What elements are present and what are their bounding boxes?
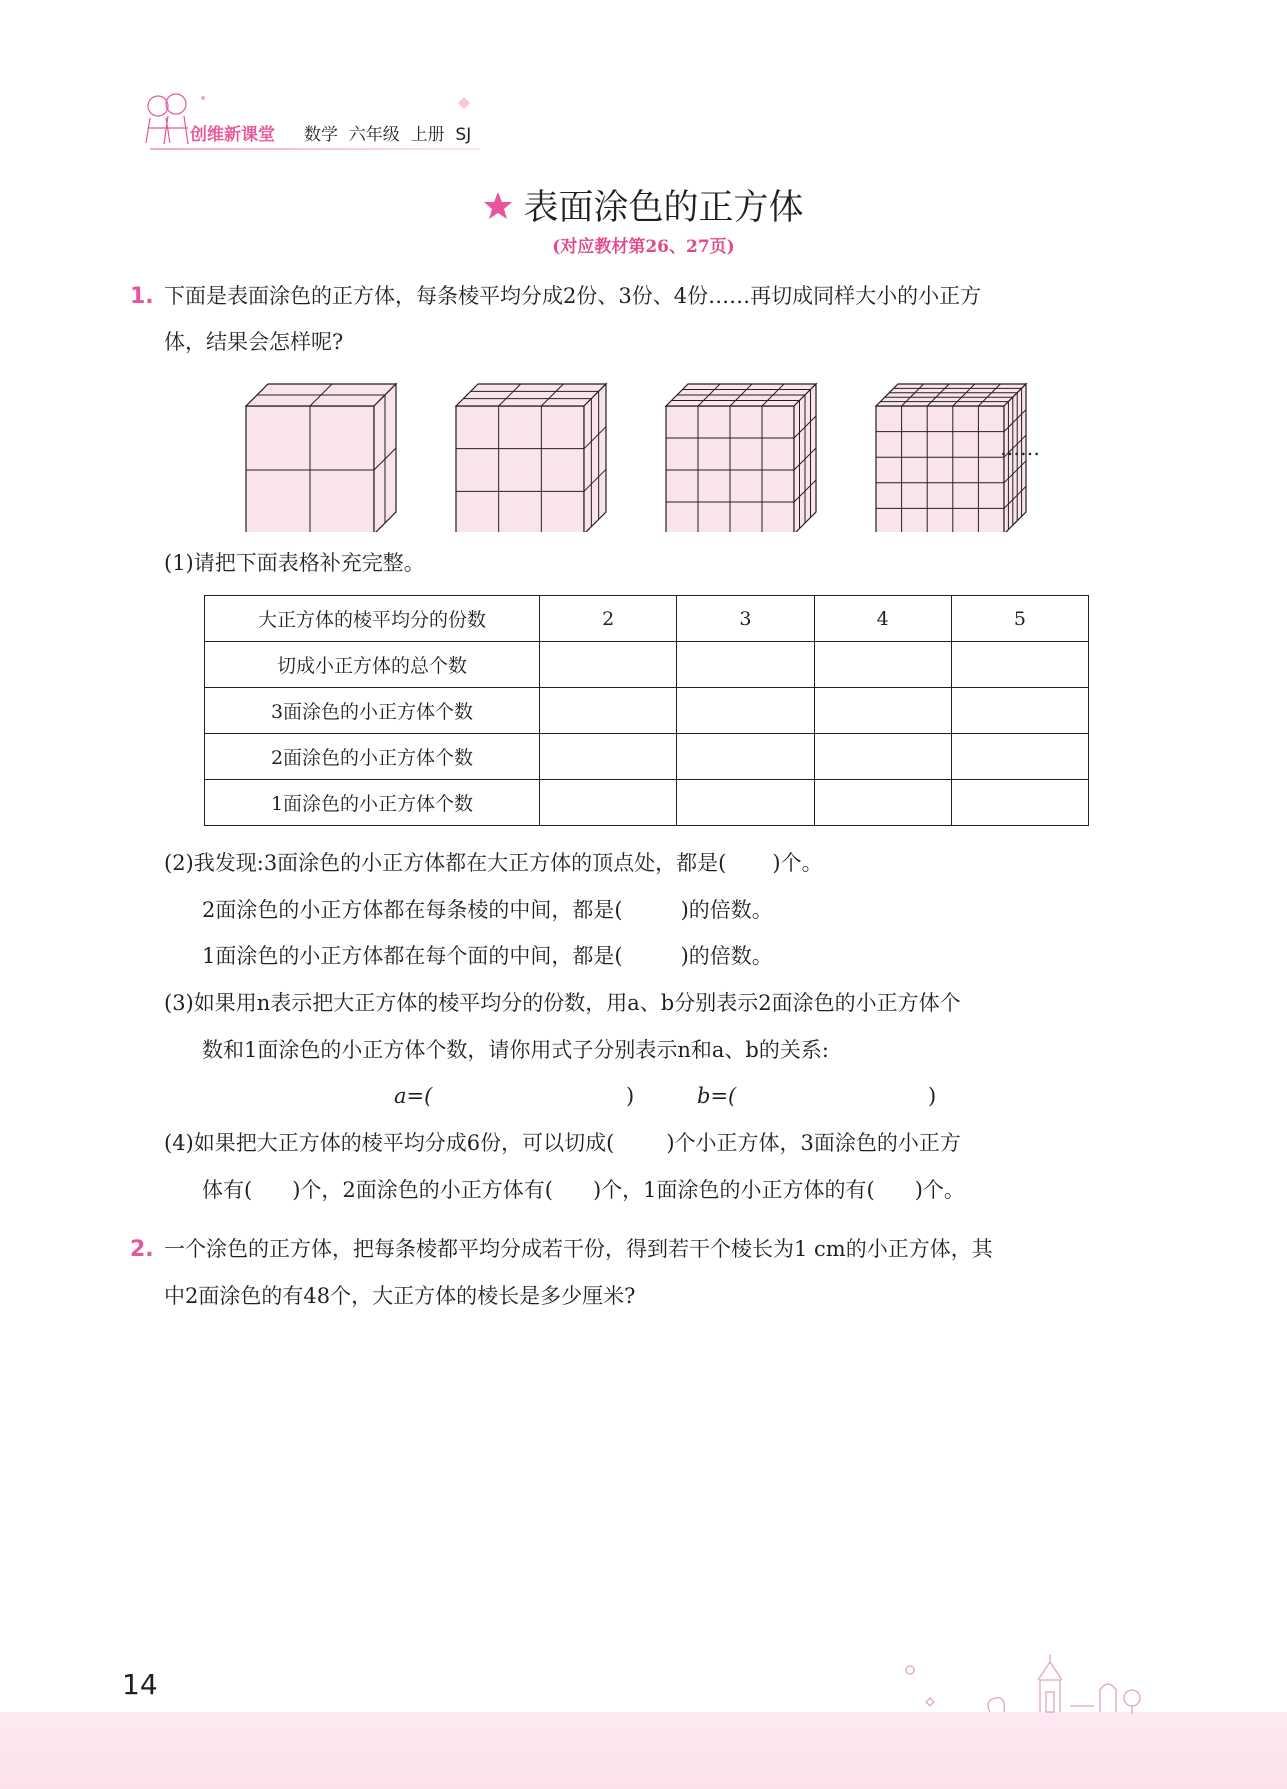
cube-2-divisions bbox=[246, 384, 396, 532]
answer-cell[interactable] bbox=[951, 688, 1088, 734]
answer-cell[interactable] bbox=[677, 642, 814, 688]
answer-cell[interactable] bbox=[540, 734, 677, 780]
book-info: 数学 六年级 上册 SJ bbox=[304, 125, 472, 145]
division-count-cell: 5 bbox=[951, 596, 1088, 642]
table-row bbox=[205, 596, 1089, 642]
table-row bbox=[205, 780, 1089, 826]
q1-part-2-line-3 bbox=[202, 944, 773, 968]
subtitle-block bbox=[0, 232, 1287, 257]
q1-line-1: 下面是表面涂色的正方体，每条棱平均分成2份、3份、4份……再切成同样大小的小正方 bbox=[164, 284, 982, 308]
answer-cell[interactable] bbox=[677, 688, 814, 734]
formula-a-blank[interactable] bbox=[450, 1080, 620, 1110]
row-label: 大正方体的棱平均分的份数 bbox=[205, 596, 540, 642]
part4-text-2c: )个，1面涂色的小正方体的有( bbox=[592, 1178, 875, 1202]
footer-band bbox=[0, 1712, 1287, 1789]
part4-text-2a: 体有( bbox=[202, 1178, 253, 1202]
table-row bbox=[205, 642, 1089, 688]
q1-part-2-line-1 bbox=[164, 851, 823, 875]
answer-cell[interactable] bbox=[540, 780, 677, 826]
q1-part-4-line-1 bbox=[164, 1131, 961, 1155]
brand-label: 创维新课堂 bbox=[190, 125, 275, 145]
answer-table bbox=[204, 595, 1089, 826]
formula-a-close: ) bbox=[626, 1084, 635, 1108]
part2-text-2b: )的倍数。 bbox=[680, 898, 773, 922]
part2-text-3b: )的倍数。 bbox=[680, 944, 773, 968]
cube-illustrations bbox=[238, 372, 1098, 532]
q2-line-2: 中2面涂色的有48个，大正方体的棱长是多少厘米? bbox=[164, 1284, 636, 1308]
part2-text-3a: 1面涂色的小正方体都在每个面的中间，都是( bbox=[202, 944, 623, 968]
question-1-number: 1. bbox=[130, 284, 154, 309]
division-count-cell: 3 bbox=[677, 596, 814, 642]
formula-b-label: b=( bbox=[697, 1084, 737, 1108]
part4-text-1a: (4)如果把大正方体的棱平均分成6份，可以切成( bbox=[164, 1131, 615, 1155]
row-label: 1面涂色的小正方体个数 bbox=[205, 780, 540, 826]
answer-cell[interactable] bbox=[540, 688, 677, 734]
row-label: 3面涂色的小正方体个数 bbox=[205, 688, 540, 734]
page-number: 14 bbox=[122, 1668, 158, 1701]
textbook-reference: (对应教材第26、27页) bbox=[552, 237, 735, 257]
table-row bbox=[205, 688, 1089, 734]
table-row bbox=[205, 734, 1089, 780]
part4-text-2d: )个。 bbox=[914, 1178, 965, 1202]
answer-cell[interactable] bbox=[814, 780, 951, 826]
answer-cell[interactable] bbox=[814, 688, 951, 734]
answer-cell[interactable] bbox=[677, 734, 814, 780]
part4-text-1b: )个小正方体，3面涂色的小正方 bbox=[666, 1131, 961, 1155]
part2-text-1a: (2)我发现:3面涂色的小正方体都在大正方体的顶点处，都是( bbox=[164, 851, 727, 875]
part2-text-2a: 2面涂色的小正方体都在每条棱的中间，都是( bbox=[202, 898, 623, 922]
formula-a-label: a=( bbox=[394, 1084, 433, 1108]
q1-part-3-line-1: (3)如果用n表示把大正方体的棱平均分的份数，用a、b分别表示2面涂色的小正方体个 bbox=[164, 991, 961, 1015]
castle-decoration bbox=[870, 1650, 1170, 1720]
q1-part-3-line-2: 数和1面涂色的小正方体个数，请你用式子分别表示n和a、b的关系: bbox=[202, 1038, 829, 1062]
q1-part-2-line-2 bbox=[202, 898, 773, 922]
q1-part-1: (1)请把下面表格补充完整。 bbox=[164, 551, 425, 575]
title-block bbox=[0, 180, 1287, 230]
answer-cell[interactable] bbox=[814, 734, 951, 780]
cubes-ellipsis: …… bbox=[1000, 436, 1040, 460]
division-count-cell: 2 bbox=[540, 596, 677, 642]
answer-cell[interactable] bbox=[951, 642, 1088, 688]
division-count-cell: 4 bbox=[814, 596, 951, 642]
answer-cell[interactable] bbox=[677, 780, 814, 826]
formula-b-blank[interactable] bbox=[752, 1080, 922, 1110]
cube-3-divisions bbox=[456, 384, 606, 532]
row-label: 2面涂色的小正方体个数 bbox=[205, 734, 540, 780]
star-icon bbox=[483, 191, 513, 221]
part4-text-2b: )个，2面涂色的小正方体有( bbox=[292, 1178, 553, 1202]
header-divider bbox=[150, 148, 480, 150]
answer-cell[interactable] bbox=[540, 642, 677, 688]
answer-cell[interactable] bbox=[814, 642, 951, 688]
q1-part-4-line-2 bbox=[202, 1178, 965, 1202]
question-2-number: 2. bbox=[130, 1237, 154, 1262]
q2-line-1: 一个涂色的正方体，把每条棱都平均分成若干份，得到若干个棱长为1 cm的小正方体，其 bbox=[164, 1237, 993, 1261]
q1-line-2: 体，结果会怎样呢? bbox=[164, 330, 344, 354]
page-title: 表面涂色的正方体 bbox=[523, 188, 804, 228]
answer-cell[interactable] bbox=[951, 780, 1088, 826]
formula-b-close: ) bbox=[928, 1084, 937, 1108]
row-label: 切成小正方体的总个数 bbox=[205, 642, 540, 688]
part2-text-1b: )个。 bbox=[772, 851, 823, 875]
cube-4-divisions bbox=[666, 384, 816, 532]
answer-cell[interactable] bbox=[951, 734, 1088, 780]
